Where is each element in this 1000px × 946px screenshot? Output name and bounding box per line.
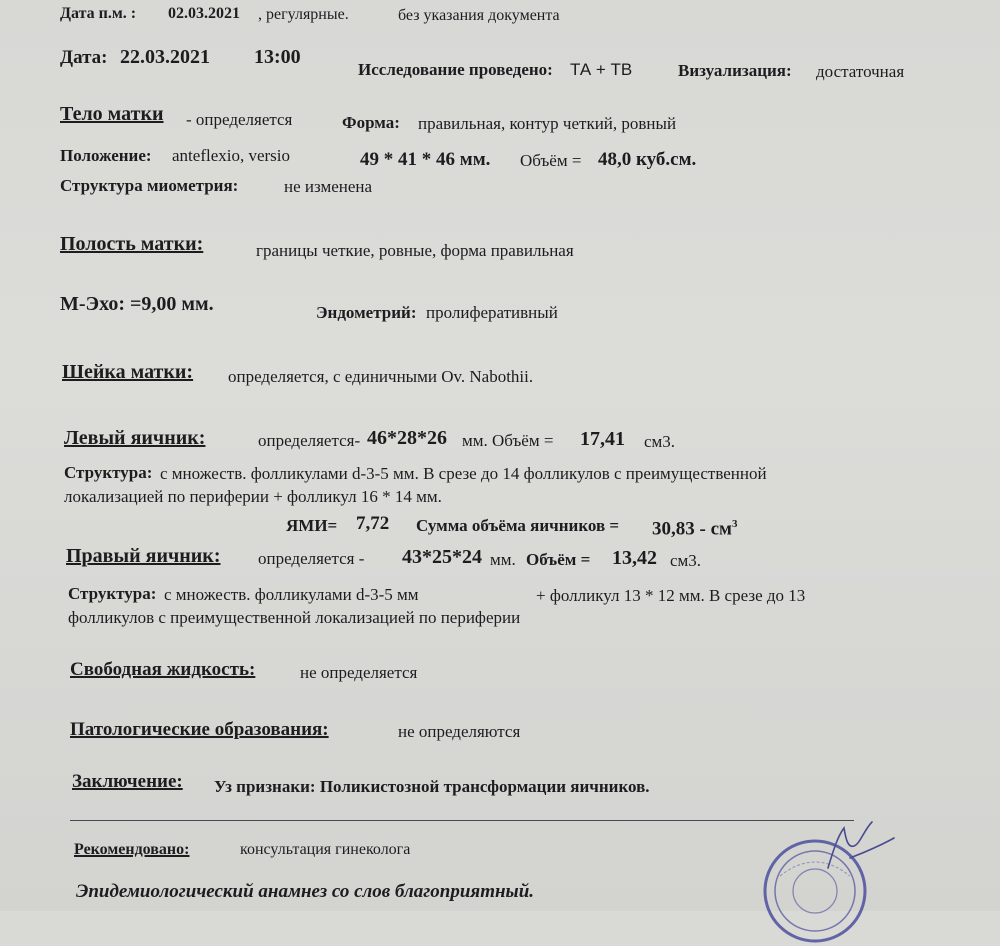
- yami-value: 7,72: [356, 513, 390, 534]
- m-echo: М-Эхо: =9,00 мм.: [60, 293, 214, 315]
- right-ovary-title: Правый яичник:: [66, 545, 221, 567]
- endometrium-value: пролиферативный: [426, 303, 558, 322]
- ovaries-sum-superscript: 3: [731, 518, 738, 530]
- date-value: 22.03.2021: [120, 46, 210, 68]
- myometrium-label: Структура миометрия:: [60, 176, 239, 195]
- cervix-title: Шейка матки:: [62, 361, 194, 383]
- pathology-value: не определяются: [398, 722, 521, 741]
- right-ovary-size: 43*25*24: [402, 546, 482, 568]
- recommended-title: Рекомендовано:: [74, 841, 190, 858]
- ovaries-sum-value: $30,83 - см^3$: [652, 518, 738, 540]
- myometrium-value: не изменена: [284, 177, 373, 196]
- pathology-title: Патологические образования:: [70, 719, 329, 740]
- lmp-label: Дата п.м. :: [60, 5, 137, 22]
- recommended-value: консультация гинеколога: [240, 841, 411, 858]
- visual-label: Визуализация:: [678, 61, 792, 80]
- study-value: ТА + ТВ: [570, 60, 633, 79]
- uterus-status: - определяется: [186, 110, 293, 129]
- visual-value: достаточная: [816, 62, 905, 81]
- right-ovary-structure-line1b: + фолликул 13 * 12 мм. В срезе до 13: [536, 586, 806, 605]
- yami-label: ЯМИ=: [286, 516, 338, 535]
- uterus-position-value: anteflexio, versio: [172, 146, 291, 165]
- right-ovary-structure-line2: фолликулов с преимущественной локализацией по периферии: [68, 608, 521, 627]
- uterus-form-value: правильная, контур четкий, ровный: [418, 114, 677, 133]
- lmp-note-regular: , регулярные.: [258, 6, 349, 23]
- left-ovary-structure-line2: локализацией по периферии + фолликул 16 * 14 мм.: [64, 487, 442, 506]
- lmp-note-document: без указания документа: [398, 7, 560, 24]
- free-fluid-title: Свободная жидкость:: [70, 659, 256, 680]
- conclusion-title: Заключение:: [72, 771, 183, 792]
- right-ovary-prefix: определяется -: [258, 549, 365, 568]
- uterus-position-label: Положение:: [60, 146, 152, 165]
- right-ovary-structure-line1a: с множеств. фолликулами d-3-5 мм: [164, 585, 419, 604]
- uterus-volume-label: Объём =: [520, 151, 582, 170]
- left-ovary-volume-unit: см3.: [644, 432, 676, 451]
- left-ovary-structure-line1: с множеств. фолликулами d-3-5 мм. В срезе до 14 фолликулов с преимущественной: [160, 464, 767, 483]
- cavity-title: Полость матки:: [60, 233, 204, 255]
- left-ovary-size: 46*28*26: [367, 427, 447, 449]
- uterus-title: Тело матки: [60, 103, 164, 125]
- study-label: Исследование проведено:: [358, 60, 553, 79]
- stamp-icon: [760, 836, 870, 946]
- left-ovary-volume: 17,41: [580, 428, 625, 450]
- left-ovary-prefix: определяется-: [258, 431, 361, 450]
- time-value: 13:00: [254, 46, 301, 68]
- right-ovary-volume-unit: см3.: [670, 551, 702, 570]
- right-ovary-structure-label: Структура:: [68, 584, 157, 603]
- right-ovary-size-unit: мм.: [490, 550, 516, 569]
- cavity-value: границы четкие, ровные, форма правильная: [256, 241, 574, 260]
- right-ovary-volume: 13,42: [612, 547, 657, 569]
- conclusion-value: Уз признаки: Поликистозной трансформации яичников.: [214, 777, 650, 796]
- lmp-date: 02.03.2021: [168, 5, 240, 22]
- uterus-volume-value: 48,0 куб.см.: [598, 149, 697, 170]
- cervix-value: определяется, с единичными Ov. Nabothii.: [228, 367, 534, 386]
- endometrium-label: Эндометрий:: [316, 303, 417, 322]
- left-ovary-structure-label: Структура:: [64, 463, 153, 482]
- ovaries-sum-label: Сумма объёма яичников =: [416, 516, 620, 535]
- divider-line: [70, 820, 854, 821]
- epidemiology-note: Эпидемиологический анамнез со слов благоприятный.: [76, 881, 535, 902]
- date-label: Дата:: [60, 47, 108, 68]
- left-ovary-size-unit: мм. Объём =: [462, 431, 554, 450]
- uterus-size: 49 * 41 * 46 мм.: [360, 149, 491, 170]
- left-ovary-title: Левый яичник:: [64, 427, 206, 449]
- free-fluid-value: не определяется: [300, 663, 418, 682]
- uterus-form-label: Форма:: [342, 113, 400, 132]
- right-ovary-volume-label: Объём =: [526, 550, 591, 569]
